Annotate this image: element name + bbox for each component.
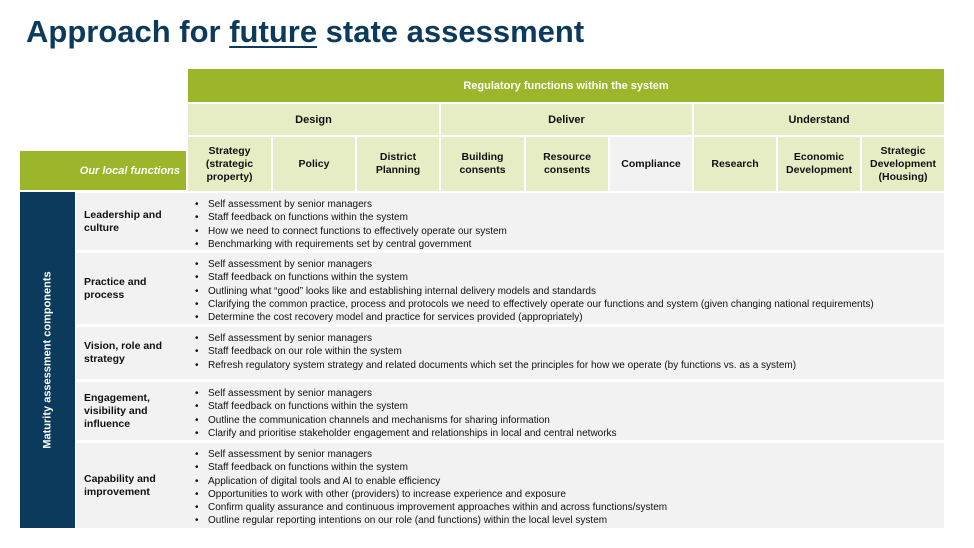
- list-item: • Clarify and prioritise stakeholder engagement and relationships in local and central networks: [195, 427, 940, 440]
- row-bullet-list: [195, 332, 940, 372]
- list-item: • Application of digital tools and AI to enable efficiency: [195, 475, 940, 488]
- column-policy: Policy: [273, 137, 355, 191]
- group-understand: Understand: [694, 104, 944, 135]
- row-practice-process: [76, 253, 944, 324]
- list-item: • Self assessment by senior managers: [195, 258, 940, 271]
- column-strategic-development: Strategic Development (Housing): [862, 137, 944, 191]
- list-item: • Self assessment by senior managers: [195, 387, 940, 400]
- list-item: • Self assessment by senior managers: [195, 448, 940, 461]
- row-bullet-list: [195, 448, 940, 528]
- list-item: • Staff feedback on functions within the system: [195, 400, 940, 413]
- row-label: Leadership and culture: [84, 208, 162, 234]
- list-item: • Outlining what “good” looks like and establishing internal delivery models and standards: [195, 285, 940, 298]
- list-item: • Clarifying the common practice, process and protocols we need to effectively operate our functions and system (given changing national requirements): [195, 298, 940, 311]
- row-label: Capability and improvement: [84, 472, 156, 498]
- row-label: Engagement, visibility and influence: [84, 391, 150, 430]
- row-bullet-list: [195, 258, 940, 324]
- list-item: • Self assessment by senior managers: [195, 198, 940, 211]
- row-label: Practice and process: [84, 275, 147, 301]
- column-building-consents: Building consents: [441, 137, 524, 191]
- list-item: • Opportunities to work with other (providers) to increase experience and exposure: [195, 488, 940, 501]
- list-item: • Outline the communication channels and mechanisms for sharing information: [195, 414, 940, 427]
- list-item: • Determine the cost recovery model and practice for services provided (appropriately): [195, 311, 940, 324]
- list-item: • Staff feedback on our role within the system: [195, 345, 940, 358]
- list-item: • How we need to connect functions to effectively operate our system: [195, 225, 940, 238]
- row-bullet-list: [195, 198, 940, 251]
- row-vision-role-strategy: [76, 327, 944, 379]
- group-deliver: Deliver: [441, 104, 692, 135]
- column-strategy: Strategy (strategic property): [188, 137, 271, 191]
- row-bullet-list: [195, 387, 940, 440]
- regulatory-functions-band: Regulatory functions within the system: [188, 69, 944, 102]
- row-capability-improvement: [76, 443, 944, 528]
- local-functions-label: Our local functions: [20, 151, 186, 190]
- row-leadership-culture: [76, 193, 944, 250]
- title-suffix: state assessment: [317, 14, 585, 49]
- list-item: • Benchmarking with requirements set by central government: [195, 238, 940, 251]
- column-compliance: Compliance: [610, 137, 692, 191]
- list-item: • Self assessment by senior managers: [195, 332, 940, 345]
- maturity-sidebar-label: Maturity assessment components: [41, 271, 54, 449]
- row-engagement-visibility: [76, 382, 944, 440]
- list-item: • Refresh regulatory system strategy and related documents which set the principles for how we operate (by functions vs. as a system): [195, 359, 940, 372]
- maturity-sidebar: [20, 192, 75, 528]
- column-economic-development: Economic Development: [778, 137, 860, 191]
- column-research: Research: [694, 137, 776, 191]
- list-item: • Staff feedback on functions within the system: [195, 211, 940, 224]
- list-item: • Confirm quality assurance and continuous improvement approaches within and across functions/system: [195, 501, 940, 514]
- title-underlined-word: future: [229, 14, 318, 49]
- row-label: Vision, role and strategy: [84, 340, 162, 365]
- list-item: • Staff feedback on functions within the system: [195, 461, 940, 474]
- list-item: • Outline regular reporting intentions on our role (and functions) within the local level system: [195, 514, 940, 527]
- list-item: • Staff feedback on functions within the system: [195, 271, 940, 284]
- column-resource-consents: Resource consents: [526, 137, 608, 191]
- title-prefix: Approach for: [26, 14, 230, 49]
- page-title: [26, 14, 584, 50]
- group-design: Design: [188, 104, 439, 135]
- column-district-planning: District Planning: [357, 137, 439, 191]
